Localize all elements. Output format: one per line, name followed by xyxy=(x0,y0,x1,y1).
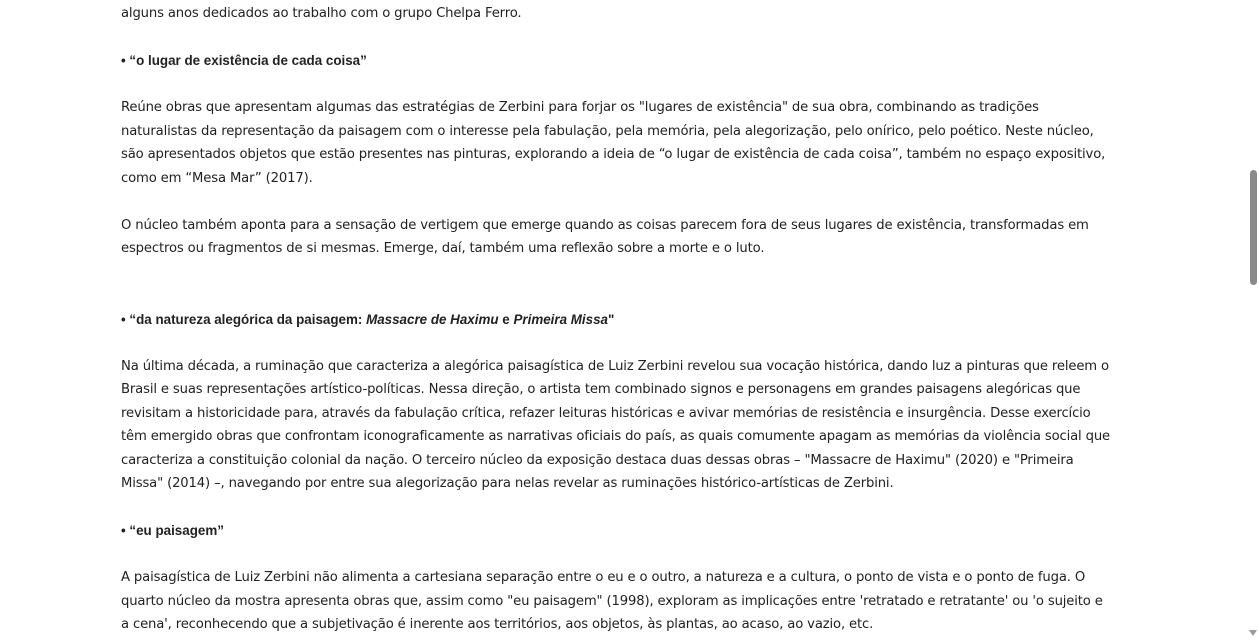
section-3-paragraph-1: A paisagística de Luiz Zerbini não alimenta a cartesiana separação entre o eu e o outro, a natureza e a cultura, o ponto de vista e o ponto de fuga. O quarto núcleo da mostra apresenta obras que, assim como "eu paisagem" (1998), exploram as implicações entre 'retratado e retratante' ou 'o sujeito e a cena', reconhecendo que a subjetivação é inerente aos territórios, aos objetos, às plantas, ao acaso, ao vazio, etc. xyxy=(121,570,1103,632)
scrollbar-thumb[interactable] xyxy=(1250,170,1257,285)
intro-paragraph-end: alguns anos dedicados ao trabalho com o grupo Chelpa Ferro. xyxy=(121,6,522,21)
vertical-scrollbar[interactable] xyxy=(1247,0,1259,640)
heading-work-title: Massacre de Haximu xyxy=(366,311,499,327)
scroll-down-arrow-icon[interactable] xyxy=(1249,630,1257,636)
heading-text: " xyxy=(608,311,615,327)
section-2-paragraph-1: Na última década, a ruminação que caracteriza a alegórica paisagística de Luiz Zerbini revelou sua vocação histórica, dando luz a pinturas que releem o Brasil e suas representações artístico-políticas. Nessa direção, o artista tem combinado signos e personagens em grandes paisagens alegóricas que revisitam a historicidade para, através da fabulação crítica, refazer leituras históricas e avivar memórias de resistência e insurgência. Desse exercício têm emergido obras que confrontam iconograficamente as narrativas oficiais do país, as quais comumente apagam as memórias da violência social que caracteriza a constituição colonial da nação. O terceiro núcleo da exposição destaca duas dessas obras – "Massacre de Haximu" (2020) e "Primeira Missa" (2014) –, navegando por entre sua alegorização para nelas revelar as ruminações histórico-artísticas de Zerbini. xyxy=(121,358,1110,491)
section-heading-lugar-de-existencia: • “o lugar de existência de cada coisa” xyxy=(121,53,367,68)
article-body xyxy=(121,2,1111,637)
section-1-paragraph-1: Reúne obras que apresentam algumas das estratégias de Zerbini para forjar os "lugares de existência" de sua obra, combinando as tradições naturalistas da representação da paisagem com o interesse pela fabulação, pela memória, pela alegorização, pelo onírico, pelo poético. Neste núcleo, são apresentados objetos que estão presentes nas pinturas, explorando a ideia de “o lugar de existência de cada coisa”, também no espaço expositivo, como em “Mesa Mar” (2017). xyxy=(121,100,1106,186)
heading-text: • “da natureza alegórica da paisagem: xyxy=(121,311,367,327)
section-1-paragraph-2: O núcleo também aponta para a sensação de vertigem que emerge quando as coisas parecem fora de seus lugares de existência, transformadas em espectros ou fragmentos de si mesmas. Emerge, daí, também uma reflexão sobre a morte e o luto. xyxy=(121,217,1089,256)
section-heading-eu-paisagem: • “eu paisagem” xyxy=(121,523,224,538)
section-heading-natureza-alegorica xyxy=(121,308,1111,332)
heading-text: e xyxy=(498,311,514,327)
heading-work-title: Primeira Missa xyxy=(513,311,608,327)
